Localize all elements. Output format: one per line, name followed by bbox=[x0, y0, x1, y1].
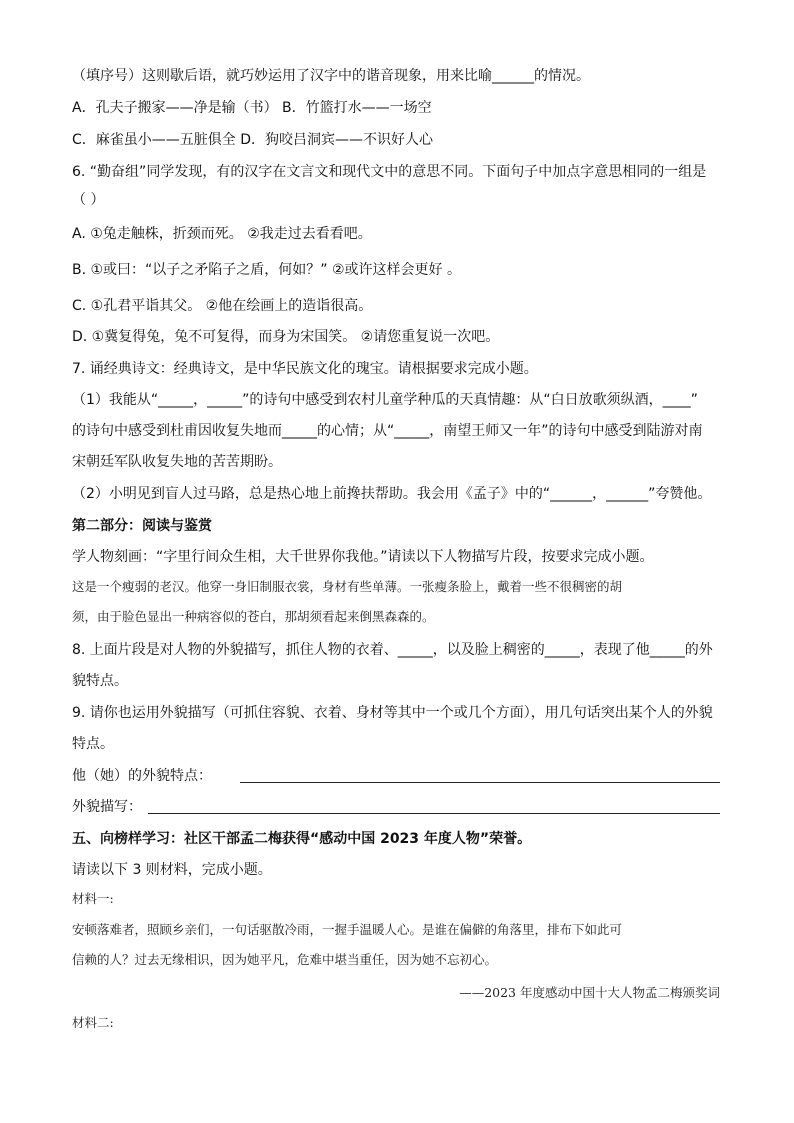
q6-option-a: A. ①兔走触株，折颈而死。 ②我走过去看看吧。 bbox=[72, 226, 372, 242]
q7-part1-line-c: 宋朝廷军队收复失地的苦苦期盼。 bbox=[72, 454, 282, 470]
passage-line-2: 须，由于脸色显出一种病容似的苍白，那胡须看起来倒黑森森的。 bbox=[72, 609, 435, 624]
q6-option-b: B. ①或曰：“以子之矛陷子之盾，何如？” ②或许这样会更好 。 bbox=[72, 262, 462, 278]
q8-line-a: 8. 上面片段是对人物的外貌描写，抓住人物的衣着、_____，以及脸上稠密的_____，表现了他_____的外 bbox=[72, 642, 713, 658]
q5-option-cd: C．麻雀虽小——五脏俱全 D．狗咬吕洞宾——不识好人心 bbox=[72, 132, 434, 148]
material2-label: 材料二: bbox=[72, 1015, 114, 1030]
passage-line-1: 这是一个瘦弱的老汉。他穿一身旧制服衣裳，身材有些单薄。一张瘦条脸上，戴着一些不很稠密的胡 bbox=[72, 579, 623, 594]
section5-instruction: 请读以下 3 则材料，完成小题。 bbox=[72, 862, 272, 878]
q8-line-b: 貌特点。 bbox=[72, 673, 128, 689]
section5-heading: 五、向榜样学习：社区干部孟二梅获得“感动中国 2023 年度人物”荣誉。 bbox=[72, 831, 532, 847]
q6-stem-line-2: （ ） bbox=[72, 192, 105, 208]
q7-part1-line-a: （1）我能从“_____，_____”的诗句中感受到农村儿童学种瓜的天真情趣：从“白日放歌须纵酒，____” bbox=[72, 392, 698, 408]
q9-line-a: 9. 请你也运用外貌描写（可抓住容貌、衣着、身材等其中一个或几个方面），用几句话突出某个人的外貌 bbox=[72, 705, 713, 721]
q5-option-ab: A．孔夫子搬家——净是输（书） B．竹篮打水——一场空 bbox=[72, 100, 432, 116]
q9-line-b: 特点。 bbox=[72, 736, 114, 752]
material1-label: 材料一: bbox=[72, 891, 114, 906]
appearance-description-answer-line[interactable] bbox=[148, 813, 720, 814]
q7-stem: 7. 诵经典诗文：经典诗文，是中华民族文化的瑰宝。请根据要求完成小题。 bbox=[72, 361, 538, 377]
material1-source: ——2023 年度感动中国十大人物孟二梅颁奖词 bbox=[459, 985, 720, 1000]
material1-line-1: 安顿落难者，照顾乡亲们，一句话驱散冷雨，一握手温暖人心。是谁在偏僻的角落里，排布下如此可 bbox=[72, 922, 623, 937]
q6-stem-line-1: 6. “勤奋组”同学发现，有的汉字在文言文和现代文中的意思不同。下面句子中加点字意思相同的一组是 bbox=[72, 164, 707, 180]
appearance-feature-answer-line[interactable] bbox=[240, 782, 720, 783]
part2-heading: 第二部分：阅读与鉴赏 bbox=[72, 518, 212, 534]
appearance-feature-label: 他（她）的外貌特点： bbox=[72, 768, 212, 784]
q7-part1-line-b: 的诗句中感受到杜甫因收复失地而_____的心情；从“_____，南望王师又一年”的诗句中感受到陆游对南 bbox=[72, 423, 703, 439]
portrait-instruction: 学人物刻画：“字里行间众生相，大千世界你我他。”请读以下人物描写片段，按要求完成小题。 bbox=[72, 549, 654, 565]
appearance-description-label: 外貌描写： bbox=[72, 799, 142, 815]
material1-line-2: 信赖的人？过去无缘相识，因为她平凡，危难中堪当重任，因为她不忘初心。 bbox=[72, 952, 498, 967]
intro-line: （填序号）这则歇后语，就巧妙运用了汉字中的谐音现象，用来比喻______的情况。 bbox=[72, 68, 590, 84]
q7-part2: （2）小明见到盲人过马路，总是热心地上前搀扶帮助。我会用《孟子》中的“______，______”夸赞他。 bbox=[72, 486, 712, 502]
q6-option-d: D. ①冀复得兔，兔不可复得，而身为宋国笑。 ②请您重复说一次吧。 bbox=[72, 329, 500, 345]
q6-option-c: C. ①孔君平诣其父。 ②他在绘画上的造诣很高。 bbox=[72, 298, 373, 314]
